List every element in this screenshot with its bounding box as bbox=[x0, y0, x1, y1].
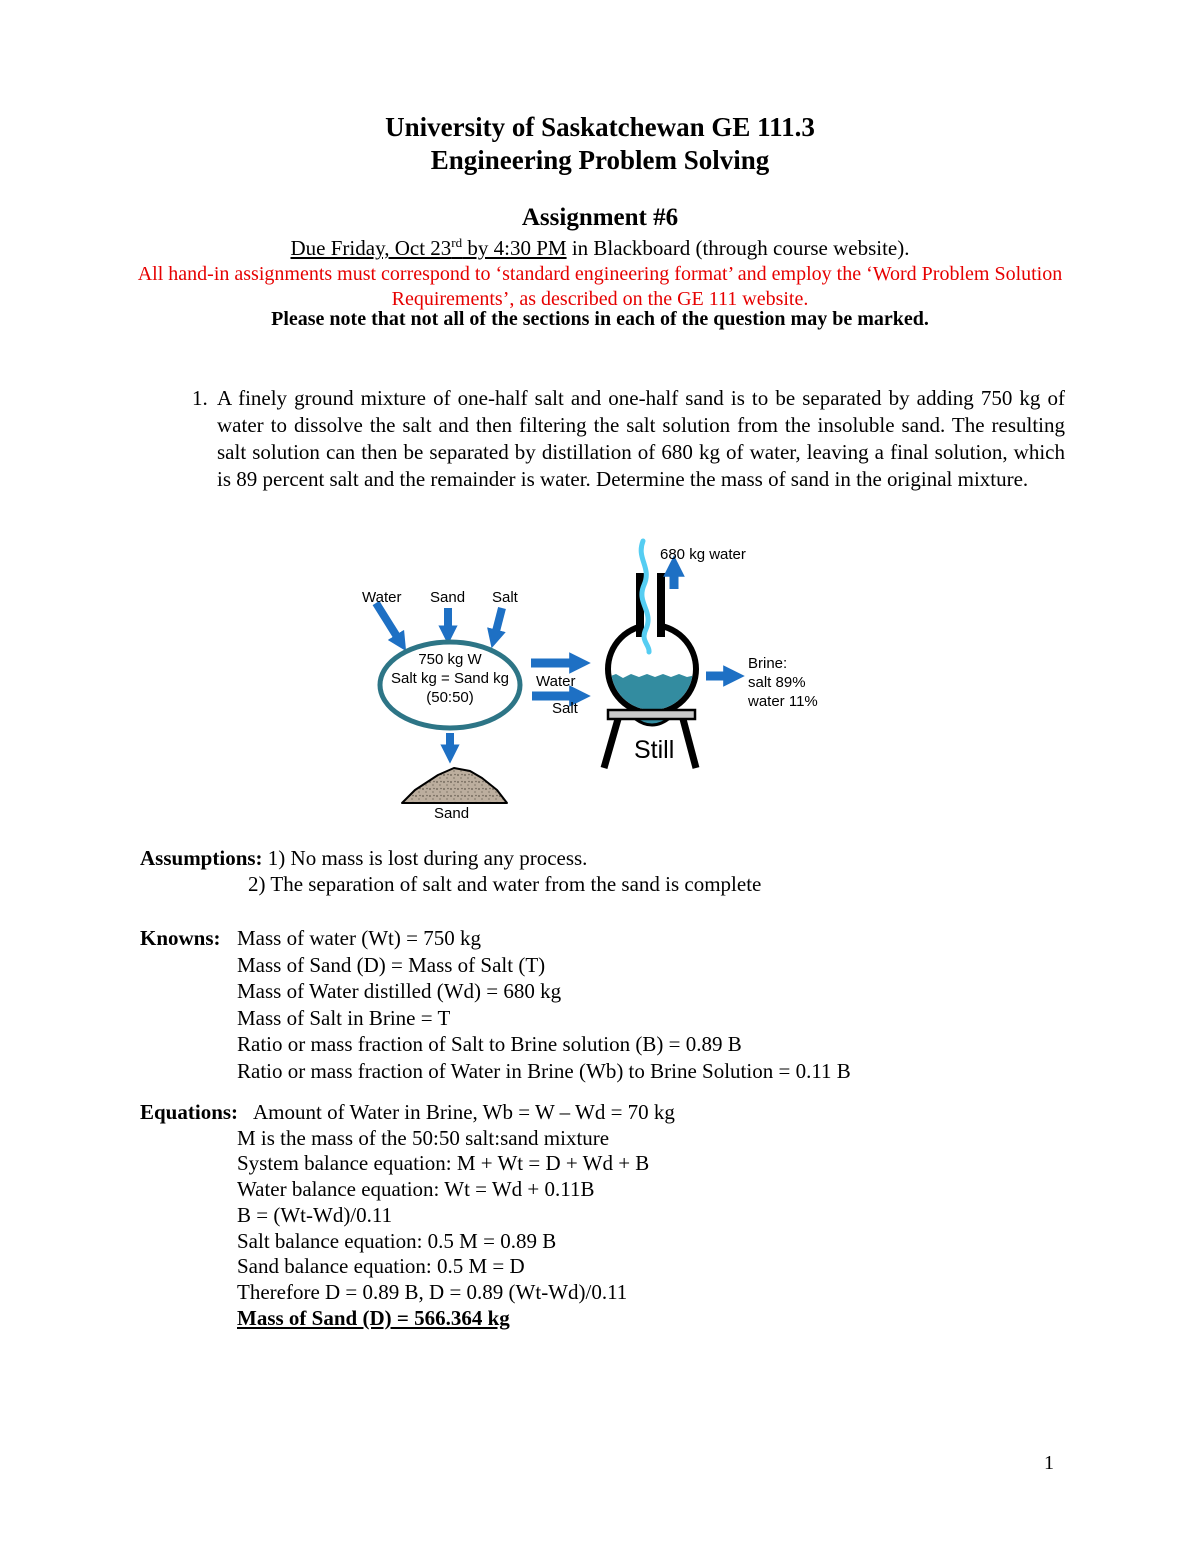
known-2: Mass of Water distilled (Wd) = 680 kg bbox=[237, 979, 562, 1003]
mixture-line-3: (50:50) bbox=[426, 689, 474, 706]
flask-neck-right-wall bbox=[657, 573, 665, 637]
assumption-1: 1) No mass is lost during any process. bbox=[267, 846, 588, 870]
mixture-line-1: 750 kg W bbox=[418, 651, 482, 668]
due-line bbox=[0, 236, 1200, 261]
water-input-label: Water bbox=[362, 589, 402, 606]
problem-number: 1. bbox=[192, 386, 208, 410]
red-notice-line-2: Requirements’, as described on the GE 111 website. bbox=[391, 287, 809, 310]
due-ordinal-sup: rd bbox=[451, 235, 463, 250]
title-line-1: University of Saskatchewan GE 111.3 bbox=[385, 112, 815, 142]
mixture-line-2: Salt kg = Sand kg bbox=[391, 670, 509, 687]
doc-title bbox=[0, 111, 1200, 177]
equation-5: Salt balance equation: 0.5 M = 0.89 B bbox=[237, 1228, 557, 1253]
still-flask bbox=[604, 541, 734, 768]
still-plate bbox=[608, 710, 695, 719]
distilled-water-label: 680 kg water bbox=[660, 546, 746, 563]
page-number: 1 bbox=[1044, 1452, 1054, 1474]
problem-item bbox=[192, 385, 1065, 493]
water-input-arrow bbox=[376, 603, 401, 643]
equation-2: System balance equation: M + Wt = D + Wd + B bbox=[237, 1151, 650, 1176]
sand-pile-label: Sand bbox=[434, 805, 470, 822]
assumptions-label: Assumptions: bbox=[140, 846, 263, 870]
equation-0: Amount of Water in Brine, Wb = W – Wd = 70 kg bbox=[253, 1100, 675, 1124]
water-stream-label: Water bbox=[536, 673, 576, 690]
red-notice-line-1: All hand-in assignments must correspond to ‘standard engineering format’ and employ the ‘Word Problem Solution bbox=[137, 263, 1063, 285]
still-right-leg bbox=[683, 719, 696, 768]
still-left-leg bbox=[604, 719, 618, 768]
red-notice bbox=[0, 262, 1200, 311]
assumptions-section bbox=[140, 846, 761, 897]
brine-line-3: water 11% bbox=[748, 693, 818, 710]
due-underlined-part bbox=[291, 236, 567, 260]
assumptions-line-1 bbox=[140, 846, 761, 872]
sand-pile-shape bbox=[402, 768, 507, 803]
known-4: Ratio or mass fraction of Salt to Brine solution (B) = 0.89 B bbox=[237, 1032, 742, 1056]
problem-text: A finely ground mixture of one-half salt and one-half sand is to be separated by adding 750 kg of water to dissolve the salt and then filtering the salt solution from the insoluble sand. The resulting salt solution can then be separated by distillation of 680 kg of water, leaving a final solution, which is 89 percent salt and the remainder is water. Determine the mass of sand in the original mixture. bbox=[217, 386, 1065, 491]
assignment-title: Assignment #6 bbox=[521, 204, 679, 231]
process-diagram bbox=[330, 535, 890, 835]
mixture-text bbox=[380, 650, 520, 707]
final-answer: Mass of Sand (D) = 566.364 kg bbox=[237, 1305, 510, 1330]
equations-line bbox=[140, 1100, 675, 1126]
brine-line-1: Brine: bbox=[748, 655, 788, 672]
due-date-text: Due Friday, Oct 23 bbox=[290, 236, 452, 260]
input-arrows bbox=[376, 603, 502, 643]
known-1: Mass of Sand (D) = Mass of Salt (T) bbox=[237, 952, 546, 977]
assumption-2: 2) The separation of salt and water from the sand is complete bbox=[248, 871, 762, 896]
due-time-text: by 4:30 PM bbox=[462, 236, 567, 260]
salt-input-arrow bbox=[494, 608, 502, 639]
knowns-label: Knowns: bbox=[140, 926, 221, 950]
marking-note: Please note that not all of the sections in each of the question may be marked. bbox=[271, 308, 929, 330]
brine-line-2: salt 89% bbox=[748, 674, 806, 691]
equations-section bbox=[140, 1100, 675, 1331]
salt-input-label: Salt bbox=[492, 589, 518, 606]
sand-input-label: Sand bbox=[430, 589, 466, 606]
knowns-line bbox=[140, 925, 851, 952]
known-5: Ratio or mass fraction of Water in Brine (Wb) to Brine Solution = 0.11 B bbox=[237, 1058, 851, 1083]
known-3: Mass of Salt in Brine = T bbox=[237, 1005, 451, 1030]
salt-stream-label: Salt bbox=[552, 700, 578, 717]
equations-label: Equations: bbox=[140, 1100, 239, 1124]
brine-label bbox=[748, 654, 818, 711]
equation-4: B = (Wt-Wd)/0.11 bbox=[237, 1202, 393, 1227]
equation-7: Therefore D = 0.89 B, D = 0.89 (Wt-Wd)/0.11 bbox=[237, 1279, 628, 1304]
knowns-section bbox=[140, 925, 851, 1084]
equation-3: Water balance equation: Wt = Wd + 0.11B bbox=[237, 1177, 595, 1202]
equation-6: Sand balance equation: 0.5 M = D bbox=[237, 1254, 525, 1279]
still-label: Still bbox=[634, 736, 675, 764]
equation-1: M is the mass of the 50:50 salt:sand mixture bbox=[237, 1125, 610, 1150]
due-rest: in Blackboard (through course website). bbox=[566, 236, 910, 260]
known-0: Mass of water (Wt) = 750 kg bbox=[237, 926, 481, 950]
title-line-2: Engineering Problem Solving bbox=[430, 145, 770, 175]
